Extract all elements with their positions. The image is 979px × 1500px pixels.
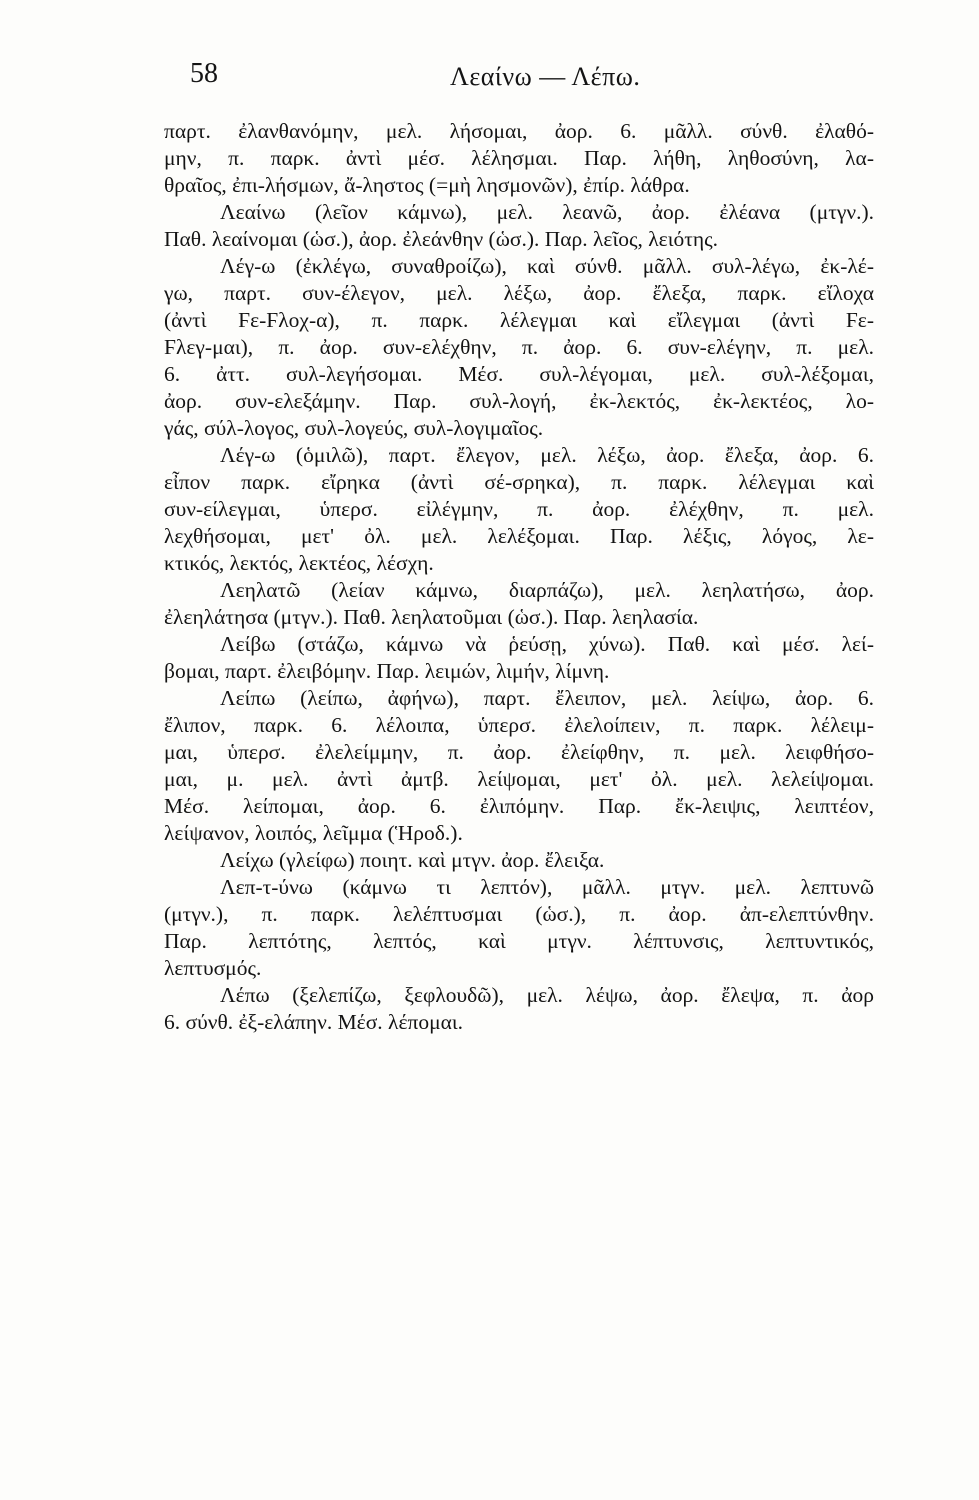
text-line: Μέσ. λείπομαι, ἀορ. 6. ἐλιπόμην. Παρ. ἔκ-λειψις, λειπτέον, xyxy=(164,794,874,818)
text-line: Λείπω (λείπω, ἀφήνω), παρτ. ἔλειπον, μελ. λείψω, ἀορ. 6. xyxy=(220,686,874,710)
text-line: λείψανον, λοιπός, λεῖμμα (Ἡροδ.). xyxy=(164,821,463,845)
text-line: βομαι, παρτ. ἐλειβόμην. Παρ. λειμών, λιμήν, λίμνη. xyxy=(164,659,610,683)
text-line: Λείχω (γλείφω) ποιητ. καὶ μτγν. ἀορ. ἔλειξα. xyxy=(220,848,605,872)
text-line: ἔλιπον, παρκ. 6. λέλοιπα, ὑπερσ. ἐλελοίπειν, π. παρκ. λέλειμ- xyxy=(164,713,874,737)
dictionary-text xyxy=(164,118,874,1036)
text-line: θραῖος, ἐπι-λήσμων, ἄ-ληστος (=μὴ λησμονῶν), ἐπίρ. λάθρα. xyxy=(164,173,690,197)
text-line: (μτγν.), π. παρκ. λελέπτυσμαι (ὡσ.), π. ἀορ. ἀπ-ελεπτύνθην. xyxy=(164,902,874,926)
page-header xyxy=(190,58,830,98)
text-line: εἶπον παρκ. εἴρηκα (ἀντὶ σέ-σρηκα), π. παρκ. λέλεγμαι καὶ xyxy=(164,470,874,494)
text-line: γω, παρτ. συν-έλεγον, μελ. λέξω, ἀορ. ἔλεξα, παρκ. εἴλοχα xyxy=(164,281,874,305)
text-line: 6. ἀττ. συλ-λεγήσομαι. Μέσ. συλ-λέγομαι, μελ. συλ-λέξομαι, xyxy=(164,362,874,386)
text-line: 6. σύνθ. ἐξ-ελάπην. Μέσ. λέπομαι. xyxy=(164,1010,464,1034)
text-line: λεχθήσομαι, μετ' ὀλ. μελ. λελέξομαι. Παρ. λέξις, λόγος, λε- xyxy=(164,524,874,548)
text-line: Λέγ-ω (ἐκλέγω, συναθροίζω), καὶ σύνθ. μᾶλλ. συλ-λέγω, ἐκ-λέ- xyxy=(220,254,874,278)
text-line: Ϝλεγ-μαι), π. ἀορ. συν-ελέχθην, π. ἀορ. 6. συν-ελέγην, π. μελ. xyxy=(164,335,874,359)
text-line: συν-είλεγμαι, ὑπερσ. εἰλέγμην, π. ἀορ. ἐλέχθην, π. μελ. xyxy=(164,497,874,521)
text-line: Παρ. λεπτότης, λεπτός, καὶ μτγν. λέπτυνσις, λεπτυντικός, xyxy=(164,929,874,953)
text-line: Λεπ-τ-ύνω (κάμνω τι λεπτόν), μᾶλλ. μτγν. μελ. λεπτυνῶ xyxy=(220,875,874,899)
text-line: ἐλεηλάτησα (μτγν.). Παθ. λεηλατοῦμαι (ὡσ.). Παρ. λεηλασία. xyxy=(164,605,699,629)
text-line: (ἀντὶ Ϝε-Ϝλοχ-α), π. παρκ. λέλεγμαι καὶ εἴλεγμαι (ἀντὶ Ϝε- xyxy=(164,308,874,332)
text-line: κτικός, λεκτός, λεκτέος, λέσχη. xyxy=(164,551,434,575)
text-line: μην, π. παρκ. ἀντὶ μέσ. λέλησμαι. Παρ. λήθη, ληθοσύνη, λα- xyxy=(164,146,874,170)
text-line: Παθ. λεαίνομαι (ὡσ.), ἀορ. ἐλεάνθην (ὡσ.). Παρ. λεῖος, λειότης. xyxy=(164,227,719,251)
text-line: ἀορ. συν-ελεξάμην. Παρ. συλ-λογή, ἐκ-λεκτός, ἐκ-λεκτέος, λο- xyxy=(164,389,874,413)
text-line: Λεαίνω (λεῖον κάμνω), μελ. λεανῶ, ἀορ. ἐλέανα (μτγν.). xyxy=(220,200,874,224)
running-title: Λεαίνω — Λέπω. xyxy=(450,62,641,91)
text-line: Λεηλατῶ (λείαν κάμνω, διαρπάζω), μελ. λεηλατήσω, ἀορ. xyxy=(220,578,874,602)
page-number: 58 xyxy=(190,58,218,89)
text-line: παρτ. ἐλανθανόμην, μελ. λήσομαι, ἀορ. 6. μᾶλλ. σύνθ. ἐλαθό- xyxy=(164,119,874,143)
text-line: Λέπω (ξελεπίζω, ξεφλουδῶ), μελ. λέψω, ἀορ. ἔλεψα, π. ἀορ xyxy=(220,983,874,1007)
text-line: μαι, ὑπερσ. ἐλελείμμην, π. ἀορ. ἐλείφθην, π. μελ. λειφθήσο- xyxy=(164,740,874,764)
text-line: γάς, σύλ-λογος, συλ-λογεύς, συλ-λογιμαῖος. xyxy=(164,416,544,440)
text-line: μαι, μ. μελ. ἀντὶ ἀμτβ. λείψομαι, μετ' ὀλ. μελ. λελείψομαι. xyxy=(164,767,874,791)
text-line: λεπτυσμός. xyxy=(164,956,262,980)
text-line: Λέγ-ω (ὁμιλῶ), παρτ. ἔλεγον, μελ. λέξω, ἀορ. ἔλεξα, ἀορ. 6. xyxy=(220,443,874,467)
text-line: Λείβω (στάζω, κάμνω νὰ ῥεύσῃ, χύνω). Παθ. καὶ μέσ. λεί- xyxy=(220,632,874,656)
